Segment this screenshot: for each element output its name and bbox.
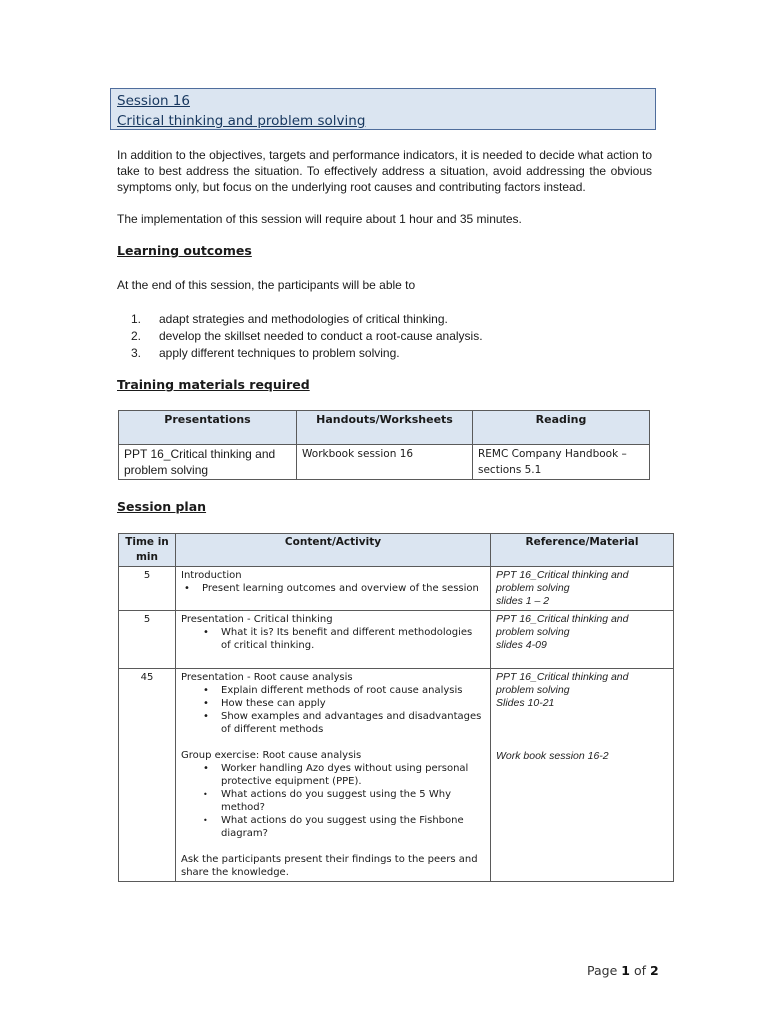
list-item <box>117 328 483 345</box>
list-item: • What actions do you suggest using the Fishbone diagram? <box>181 814 485 840</box>
training-materials-table <box>118 410 650 480</box>
session-title-box <box>110 88 656 130</box>
reference-slides: slides 4-09 <box>496 639 547 651</box>
activity-bullets <box>181 684 485 736</box>
of-label: of <box>633 963 646 978</box>
time-cell: 5 <box>119 611 176 669</box>
reference-text: PPT 16_Critical thinking and problem solving <box>496 613 629 638</box>
activity-title: Presentation - Root cause analysis <box>181 672 353 683</box>
time-cell: 45 <box>119 669 176 882</box>
learning-outcomes-lead: At the end of this session, the participants will be able to <box>117 278 416 292</box>
activity-title: Presentation - Critical thinking <box>181 614 333 625</box>
activity-title: Introduction <box>181 570 242 581</box>
column-header: Reference/Material <box>491 534 674 567</box>
session-plan-heading: Session plan <box>117 499 207 514</box>
column-header: Presentations <box>119 411 297 445</box>
reference-cell <box>491 669 674 882</box>
table-cell: Workbook session 16 <box>297 445 473 480</box>
content-cell <box>176 611 491 669</box>
list-item: • How these can apply <box>181 697 485 710</box>
group-exercise-title: Group exercise: Root cause analysis <box>181 750 362 761</box>
duration-paragraph: The implementation of this session will require about 1 hour and 35 minutes. <box>117 212 522 226</box>
list-item: • What actions do you suggest using the 5 Why method? <box>181 788 485 814</box>
table-row <box>119 567 674 611</box>
activity-bullets <box>181 626 485 652</box>
list-text: develop the skillset needed to conduct a root-cause analysis. <box>159 329 483 343</box>
table-cell: PPT 16_Critical thinking and problem solving <box>119 445 297 480</box>
page-number: 1 <box>621 963 630 978</box>
reference-text: PPT 16_Critical thinking and problem solving <box>496 671 629 696</box>
content-cell <box>176 669 491 882</box>
reference-text: PPT 16_Critical thinking and problem solving <box>496 569 629 594</box>
list-item: • Explain different methods of root cause analysis <box>181 684 485 697</box>
session-title: Critical thinking and problem solving <box>117 113 366 129</box>
session-plan-table <box>118 533 674 882</box>
page-label: Page <box>587 963 618 978</box>
reference-workbook: Work book session 16-2 <box>496 750 609 762</box>
list-item: • Worker handling Azo dyes without using personal protective equipment (PPE). <box>181 762 485 788</box>
table-row <box>119 611 674 669</box>
training-materials-heading: Training materials required <box>117 377 310 392</box>
reference-slides: Slides 10-21 <box>496 697 555 709</box>
list-item: • Show examples and advantages and disadvantages of different methods <box>181 710 485 736</box>
group-exercise-sub-bullets <box>181 788 485 840</box>
intro-paragraph: In addition to the objectives, targets and performance indicators, it is needed to decide what action to take to best address the situation. To effectively address a situation, avoid addressing the obvious symptoms only, but focus on the underlying root causes and contributing factors instead. <box>117 148 652 194</box>
group-exercise-bullets <box>181 762 485 788</box>
table-cell: REMC Company Handbook – sections 5.1 <box>473 445 650 480</box>
list-text: apply different techniques to problem solving. <box>159 346 400 360</box>
list-text: adapt strategies and methodologies of critical thinking. <box>159 312 448 326</box>
time-cell: 5 <box>119 567 176 611</box>
reference-cell <box>491 567 674 611</box>
activity-bullets <box>181 582 485 595</box>
table-row <box>119 445 650 480</box>
list-item <box>117 311 483 328</box>
session-number: Session 16 <box>117 93 190 109</box>
learning-outcomes-list <box>117 311 483 362</box>
table-header-row <box>119 534 674 567</box>
list-number: 1. <box>130 312 141 326</box>
column-header: Content/Activity <box>176 534 491 567</box>
reference-cell <box>491 611 674 669</box>
column-header: Time in min <box>119 534 176 567</box>
list-number: 2. <box>130 329 141 343</box>
learning-outcomes-heading: Learning outcomes <box>117 243 252 258</box>
page-total: 2 <box>649 963 659 978</box>
page-footer <box>587 963 659 978</box>
column-header: Handouts/Worksheets <box>297 411 473 445</box>
list-item <box>117 345 483 362</box>
reference-slides: slides 1 – 2 <box>496 595 550 607</box>
list-item: • Present learning outcomes and overview of the session <box>181 582 485 595</box>
column-header: Reading <box>473 411 650 445</box>
list-number: 3. <box>130 346 141 360</box>
table-row <box>119 669 674 882</box>
content-cell <box>176 567 491 611</box>
list-item: • What it is? Its benefit and different methodologies of critical thinking. <box>181 626 485 652</box>
closing-instruction: Ask the participants present their findings to the peers and share the knowledge. <box>181 854 478 878</box>
table-header-row <box>119 411 650 445</box>
